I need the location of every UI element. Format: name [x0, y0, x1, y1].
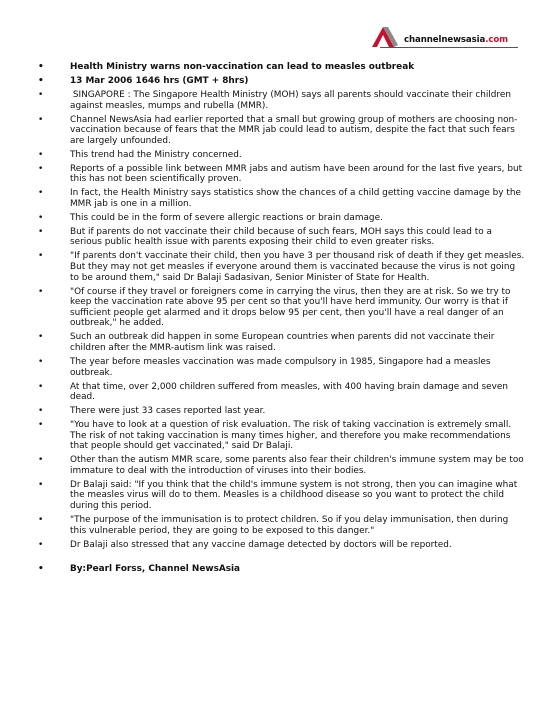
bullet: • — [38, 188, 44, 199]
paragraph-text: "If parents don't vaccinate their child, then you have 3 per thousand risk of death if they get measles. But they may not get measles if everyone around them is vaccinated because the virus is not going to be around them," said Dr Balaji Sadasivan, Senior Minister of State for Health. — [70, 251, 525, 283]
paragraph — [38, 420, 526, 452]
bullet: • — [38, 62, 44, 72]
paragraph — [38, 90, 526, 111]
bullet: • — [38, 539, 44, 550]
paragraph-text: The year before measles vaccination was made compulsory in 1985, Singapore had a measles outbreak. — [70, 356, 491, 378]
bullet: • — [38, 479, 44, 490]
bullet: • — [38, 406, 44, 417]
logo-wordmark — [404, 35, 508, 45]
article-timestamp — [38, 76, 526, 87]
paragraph-text: Such an outbreak did happen in some European countries when parents did not vaccinate their children after the MMR-autism link was raised. — [70, 332, 495, 353]
bullet: • — [38, 515, 44, 525]
bullet: • — [38, 251, 44, 262]
paragraph-text: Other than the autism MMR scare, some parents also fear their children's immune system may be too immature to deal with the introduction of viruses into their bodies. — [70, 455, 524, 476]
article-headline — [38, 62, 526, 73]
bullet: • — [38, 381, 44, 392]
article-byline — [38, 564, 526, 575]
paragraph — [38, 357, 526, 378]
paragraph-text: But if parents do not vaccinate their child because of such fears, MOH says this could lead to a serious public health issue with parents exposing their child to even greater risks. — [70, 226, 492, 248]
paragraph-text: There were just 33 cases reported last year. — [70, 406, 266, 417]
logo-tld: .com — [485, 35, 509, 45]
paragraph — [38, 382, 526, 403]
bullet: • — [38, 212, 44, 223]
channelnewsasia-a-icon — [368, 26, 400, 48]
bullet: • — [38, 332, 44, 343]
timestamp-text: 13 Mar 2006 1646 hrs (GMT + 8hrs) — [70, 75, 249, 86]
paragraph — [38, 164, 526, 185]
paragraph-text: SINGAPORE : The Singapore Health Ministry (MOH) says all parents should vaccinate their children against measles, mumps and rubella (MMR). — [70, 89, 514, 111]
bullet: • — [38, 420, 44, 431]
paragraph — [38, 251, 526, 283]
bullet: • — [38, 455, 44, 466]
headline-text: Health Ministry warns non-vaccination can lead to measles outbreak — [70, 62, 415, 72]
logo-underline — [380, 47, 518, 48]
paragraph — [38, 406, 526, 417]
bullet: • — [38, 286, 44, 297]
paragraph — [38, 515, 526, 536]
paragraph — [38, 480, 526, 512]
paragraph — [38, 150, 526, 161]
article-list — [38, 62, 526, 578]
bullet: • — [38, 226, 44, 237]
paragraph — [38, 332, 526, 353]
byline-text: By:Pearl Forss, Channel NewsAsia — [70, 564, 241, 575]
channelnewsasia-logo — [368, 26, 518, 50]
paragraph-text: Dr Balaji also stressed that any vaccine damage detected by doctors will be reported. — [70, 539, 452, 550]
paragraph — [38, 213, 526, 224]
paragraph-text: Channel NewsAsia had earlier reported that a small but growing group of mothers are choosing non-vaccination because of fears that the MMR jab could lead to autism, despite the fact that such fears are largely unfounded. — [70, 114, 518, 146]
paragraph — [38, 455, 526, 476]
bullet: • — [38, 163, 44, 174]
bullet: • — [38, 114, 44, 125]
paragraph-text: This trend had the Ministry concerned. — [70, 149, 242, 160]
bullet: • — [38, 89, 44, 100]
bullet: • — [38, 564, 44, 575]
bullet: • — [38, 75, 44, 86]
paragraph-text: "Of course if they travel or foreigners come in carrying the virus, then they are at risk. So we try to keep the vaccination rate above 95 per cent so that you'll have herd immunity. Our worry is that if sufficient people get alarmed and it drops below 95 per cent, then you'll have a real danger of an outbreak," he added. — [70, 286, 511, 329]
paragraph — [38, 287, 526, 329]
bullet: • — [38, 149, 44, 160]
paragraph — [38, 227, 526, 248]
bullet: • — [38, 356, 44, 367]
paragraph-text: "You have to look at a question of risk evaluation. The risk of taking vaccination is extremely small. The risk of not taking vaccination is many times higher, and therefore you make recommendations that people should get vaccinated," said Dr Balaji. — [70, 420, 512, 452]
paragraph — [38, 540, 526, 551]
paragraph-text: At that time, over 2,000 children suffered from measles, with 400 having brain damage and seven dead. — [70, 381, 508, 403]
logo-brand: channelnewsasia — [404, 35, 486, 45]
paragraph-text: In fact, the Health Ministry says statistics show the chances of a child getting vaccine damage by the MMR jab is one in a million. — [70, 188, 521, 209]
paragraph — [38, 188, 526, 209]
paragraph-text: This could be in the form of severe allergic reactions or brain damage. — [70, 212, 383, 223]
paragraph-text: Reports of a possible link between MMR jabs and autism have been around for the last five years, but this has not been scientifically proven. — [70, 163, 523, 185]
paragraph-text: "The purpose of the immunisation is to protect children. So if you delay immunisation, then during this vulnerable period, they are going to be exposed to this danger." — [70, 515, 509, 536]
paragraph — [38, 115, 526, 147]
paragraph-text: Dr Balaji said: "If you think that the child's immune system is not strong, then you can imagine what the measles virus will do to them. Measles is a childhood disease so you want to protect the child during this period. — [70, 479, 518, 512]
